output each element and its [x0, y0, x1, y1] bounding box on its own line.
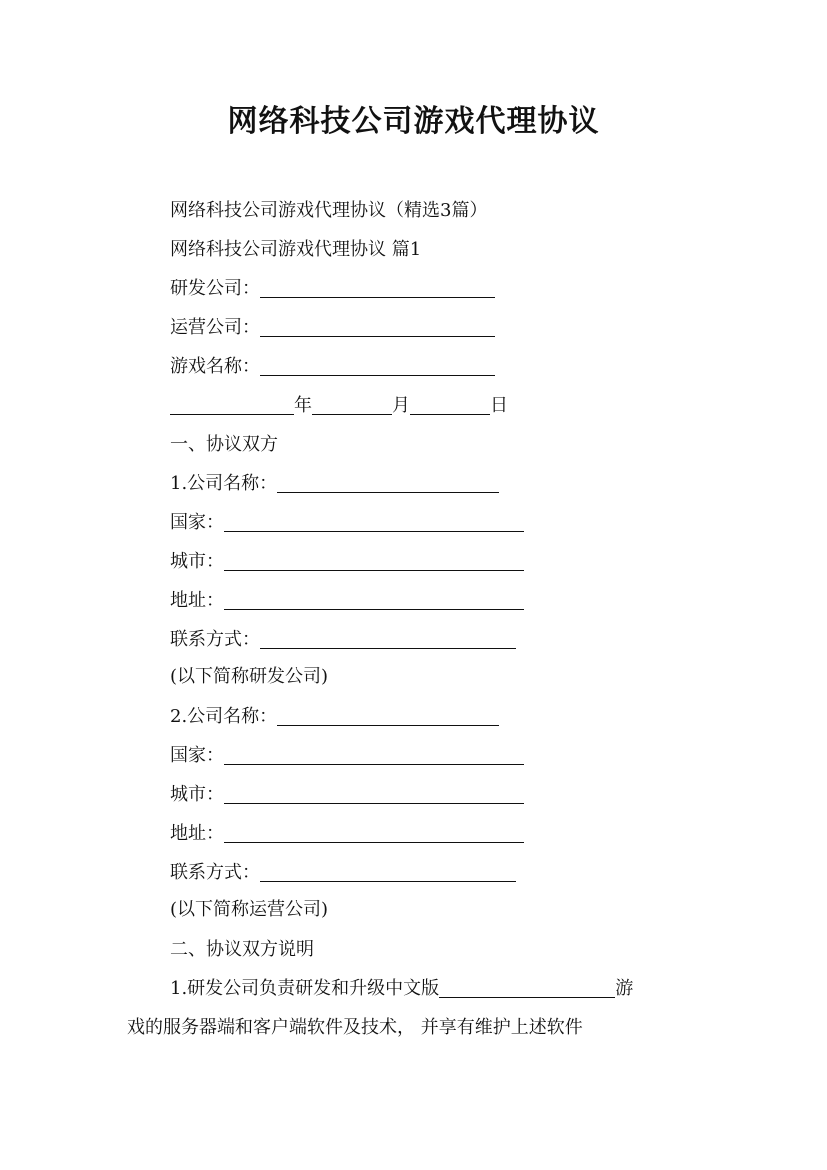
- part1-heading: 一、协议双方: [170, 434, 278, 455]
- party1-contact-field: 联系方式：: [170, 627, 516, 653]
- party2-country-blank[interactable]: [224, 746, 524, 765]
- game-name-blank[interactable]: [260, 357, 495, 376]
- date-field: [170, 393, 508, 419]
- party1-company-blank[interactable]: [277, 474, 499, 493]
- party2-city-field: 城市：: [170, 782, 524, 808]
- party1-country-field: 国家：: [170, 510, 524, 536]
- party2-contact-field: 联系方式：: [170, 860, 516, 886]
- party1-company-field: 1.公司名称：: [170, 471, 499, 497]
- document-title: 网络科技公司游戏代理协议: [227, 104, 600, 139]
- day-blank[interactable]: [410, 396, 490, 415]
- party1-country-blank[interactable]: [224, 513, 524, 532]
- part2-para1-line1: 1.研发公司负责研发和升级中文版 游: [170, 978, 634, 999]
- party2-address-field: 地址：: [170, 821, 524, 847]
- party1-address-field: 地址：: [170, 588, 524, 614]
- operator-blank[interactable]: [260, 318, 495, 337]
- party1-address-blank[interactable]: [224, 591, 524, 610]
- month-label: 月: [392, 395, 410, 416]
- operator-label: 运营公司：: [170, 317, 260, 338]
- developer-blank[interactable]: [260, 279, 495, 298]
- party2-city-blank[interactable]: [224, 785, 524, 804]
- month-blank[interactable]: [312, 396, 392, 415]
- operator-field: [170, 315, 495, 341]
- party1-city-field: 城市：: [170, 549, 524, 575]
- party1-contact-blank[interactable]: [260, 630, 516, 649]
- party2-contact-blank[interactable]: [260, 863, 516, 882]
- subtitle: 网络科技公司游戏代理协议（精选3篇）: [170, 200, 488, 221]
- developer-field: [170, 276, 495, 302]
- part2-para1-line2: 戏的服务器端和客户端软件及技术， 并享有维护上述软件: [127, 1017, 583, 1038]
- year-label: 年: [294, 395, 312, 416]
- developer-label: 研发公司：: [170, 278, 260, 299]
- party2-company-field: 2.公司名称：: [170, 704, 499, 730]
- part2-heading: 二、协议双方说明: [170, 939, 314, 960]
- party2-country-field: 国家：: [170, 743, 524, 769]
- party1-note: (以下简称研发公司): [170, 666, 329, 687]
- day-label: 日: [490, 395, 508, 416]
- game-name-label: 游戏名称：: [170, 356, 260, 377]
- party2-company-blank[interactable]: [277, 707, 499, 726]
- section-heading: 网络科技公司游戏代理协议 篇1: [170, 239, 422, 260]
- party2-address-blank[interactable]: [224, 824, 524, 843]
- party2-note: (以下简称运营公司): [170, 899, 329, 920]
- year-blank[interactable]: [170, 396, 294, 415]
- party1-city-blank[interactable]: [224, 552, 524, 571]
- game-version-blank[interactable]: [439, 979, 615, 998]
- game-name-field: [170, 354, 495, 380]
